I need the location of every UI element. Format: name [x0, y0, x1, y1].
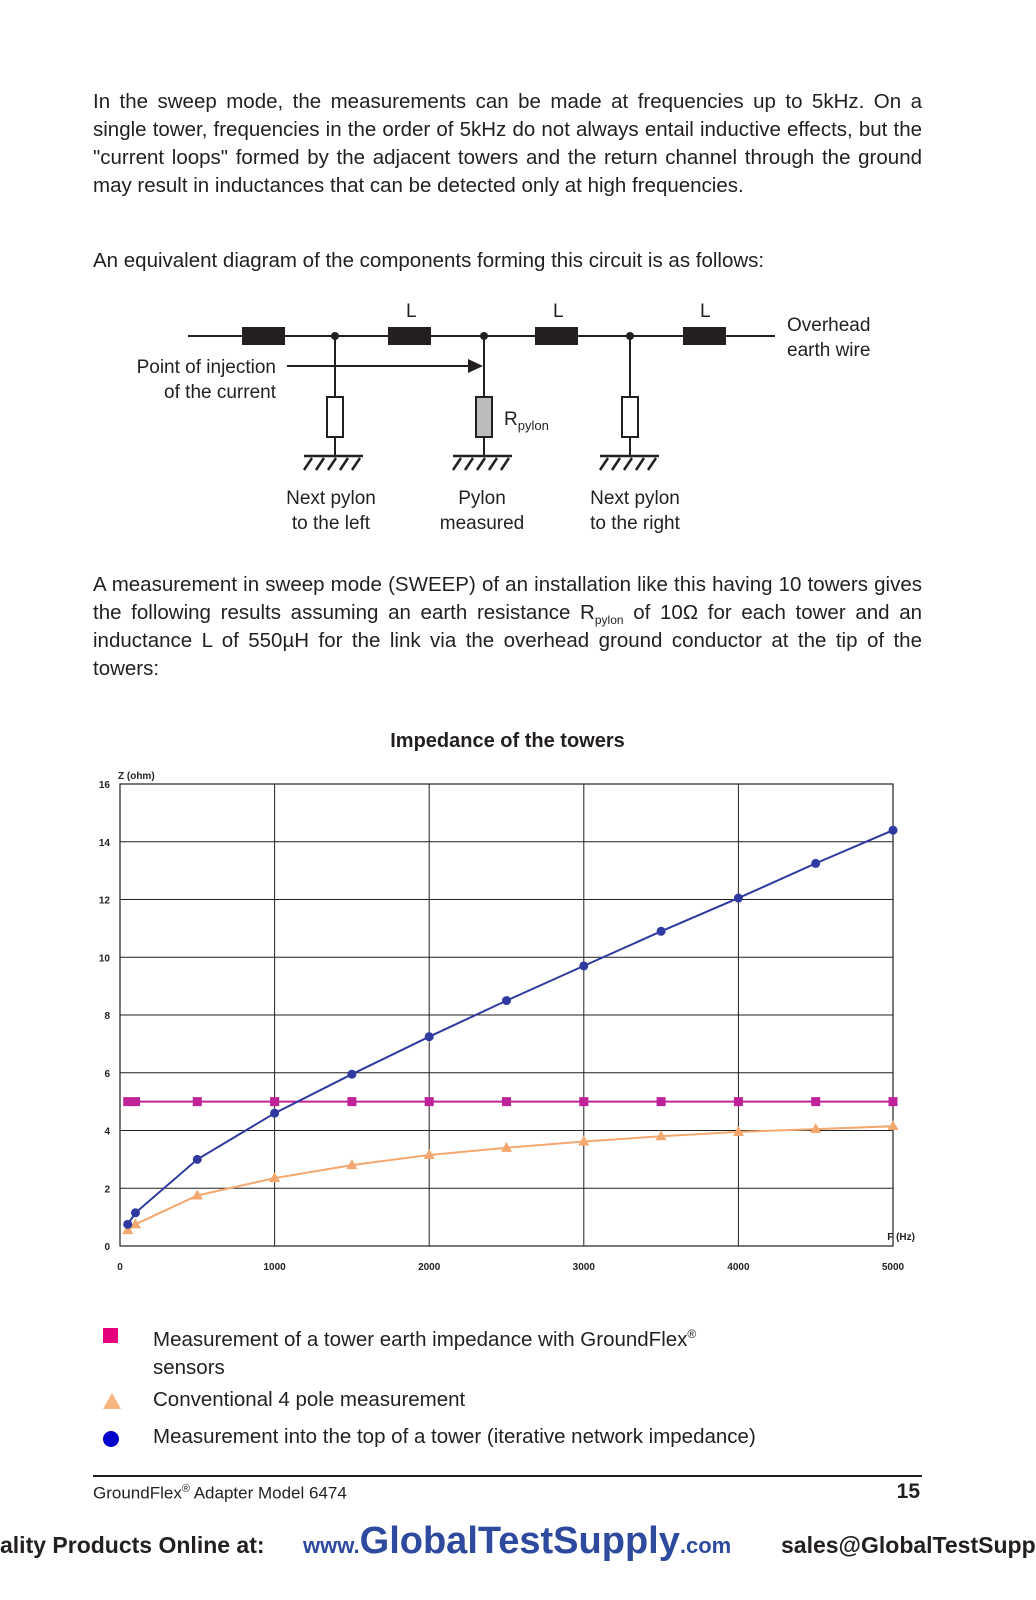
data-point-circle — [734, 894, 743, 903]
y-tick-label: 12 — [98, 895, 110, 907]
r-pylon-label: $R_{pylon}$ — [504, 409, 549, 433]
y-tick-label: 14 — [98, 837, 110, 849]
resistor-left — [327, 397, 343, 437]
y-tick-label: 0 — [104, 1242, 110, 1253]
injection-label-line1: Point of injection — [136, 357, 276, 378]
data-point-circle — [425, 1032, 434, 1041]
left-pylon-caption-line1: Next pylon — [286, 488, 376, 509]
mid-pylon-caption-line2: measured — [439, 513, 525, 534]
data-point-square — [734, 1097, 743, 1106]
right-pylon-caption-line2: to the right — [590, 513, 680, 534]
y-tick-label: 8 — [104, 1011, 110, 1022]
legend-conventional-label: Conventional 4 pole measurement — [153, 1388, 466, 1411]
paragraph-equivalent-diagram: An equivalent diagram of the components forming this circuit is as follows: — [93, 249, 765, 272]
paragraph-sweep-results-part1: A measurement in sweep mode (SWEEP) of an installation like this having 10 towers gives the following results assuming an earth resistance R — [93, 573, 922, 624]
data-point-circle — [502, 996, 511, 1005]
injection-label-line2: of the current — [164, 382, 276, 403]
overhead-label-line1: Overhead — [787, 315, 871, 336]
banner-email-link[interactable]: sales@GlobalTestSupp — [781, 1532, 1036, 1558]
ground-symbol-mid — [453, 456, 512, 470]
resistor-right — [622, 397, 638, 437]
equivalent-circuit-diagram — [0, 290, 1015, 550]
x-axis-label: F (Hz) — [887, 1232, 915, 1243]
y-tick-label: 10 — [98, 953, 110, 965]
data-point-square — [123, 1097, 132, 1106]
inductor-1 — [242, 327, 285, 345]
inductor-4 — [683, 327, 726, 345]
resistor-pylon — [476, 397, 492, 437]
data-point-circle — [811, 859, 820, 868]
banner-website-link[interactable]: www.GlobalTestSupply.com — [303, 1520, 732, 1562]
chart-title: Impedance of the towers — [390, 730, 625, 752]
x-tick-label: 5000 — [881, 1262, 905, 1273]
data-point-square — [502, 1097, 511, 1106]
y-tick-label: 16 — [98, 780, 110, 791]
promo-banner — [0, 1520, 1036, 1570]
data-point-square — [425, 1097, 434, 1106]
data-point-square — [889, 1097, 898, 1106]
data-point-circle — [347, 1070, 356, 1079]
mid-pylon-caption-line1: Pylon — [458, 488, 506, 509]
data-point-square — [579, 1097, 588, 1106]
y-tick-label: 2 — [104, 1184, 110, 1196]
overhead-label-line2: earth wire — [787, 340, 871, 361]
ground-symbol-right — [600, 456, 659, 470]
inductor-label-3: L — [700, 301, 711, 322]
data-point-square — [270, 1097, 279, 1106]
y-tick-label: 4 — [104, 1126, 110, 1138]
inductor-2 — [388, 327, 431, 345]
inductor-3 — [535, 327, 578, 345]
triangle-marker-icon — [103, 1393, 121, 1409]
data-point-circle — [131, 1208, 140, 1217]
paragraph-sweep-results — [93, 571, 922, 683]
data-point-circle — [889, 826, 898, 835]
x-tick-label: 3000 — [572, 1262, 595, 1273]
legend-groundflex-label: Measurement of a tower earth impedance with GroundFlex — [153, 1327, 688, 1351]
data-point-circle — [657, 927, 666, 936]
legend-top-of-tower-label: Measurement into the top of a tower (iterative network impedance) — [153, 1425, 756, 1448]
paragraph-sweep-results-subscript: pylon — [594, 613, 624, 628]
legend-groundflex-label-line2: sensors — [153, 1355, 225, 1379]
page-number: 15 — [896, 1480, 920, 1503]
x-tick-label: 0 — [117, 1262, 123, 1273]
injection-arrow-head — [468, 359, 483, 373]
x-tick-label: 1000 — [263, 1262, 286, 1273]
left-pylon-caption-line2: to the left — [291, 513, 371, 534]
x-tick-label: 2000 — [418, 1262, 441, 1273]
square-marker-icon — [103, 1328, 118, 1343]
data-point-circle — [123, 1220, 132, 1229]
banner-tagline: ality Products Online at: — [0, 1532, 265, 1558]
data-point-square — [657, 1097, 666, 1106]
footer-rule — [93, 1475, 922, 1477]
data-point-circle — [270, 1109, 279, 1118]
data-point-circle — [579, 961, 588, 970]
footer-model-name: GroundFlex® Adapter Model 6474 — [93, 1483, 347, 1503]
y-axis-label: Z (ohm) — [118, 771, 155, 782]
right-pylon-caption-line1: Next pylon — [590, 488, 680, 509]
data-point-square — [811, 1097, 820, 1106]
circle-marker-icon — [103, 1431, 119, 1447]
paragraph-sweep-mode: In the sweep mode, the measurements can be made at frequencies up to 5kHz. On a single tower, frequencies in the order of 5kHz do not always entail inductive effects, but the "current loops" formed by the adjacent towers and the return channel through the ground may result in inductances that can be detected only at high frequencies. — [93, 90, 922, 197]
y-tick-label: 6 — [104, 1068, 110, 1080]
legend-registered-mark: ® — [687, 1327, 697, 1341]
impedance-chart — [0, 760, 1015, 1280]
paragraph-sweep-results-part2: of 10Ω for each tower and an inductance L of 550µH for the link via the overhead ground conductor at the tip of the towers: — [93, 601, 922, 680]
data-point-square — [193, 1097, 202, 1106]
data-point-circle — [193, 1155, 202, 1164]
inductor-label-1: L — [406, 301, 417, 322]
inductor-label-2: L — [553, 301, 564, 322]
data-point-square — [131, 1097, 140, 1106]
data-point-square — [347, 1097, 356, 1106]
x-tick-label: 4000 — [727, 1262, 750, 1273]
ground-symbol-left — [304, 456, 363, 470]
